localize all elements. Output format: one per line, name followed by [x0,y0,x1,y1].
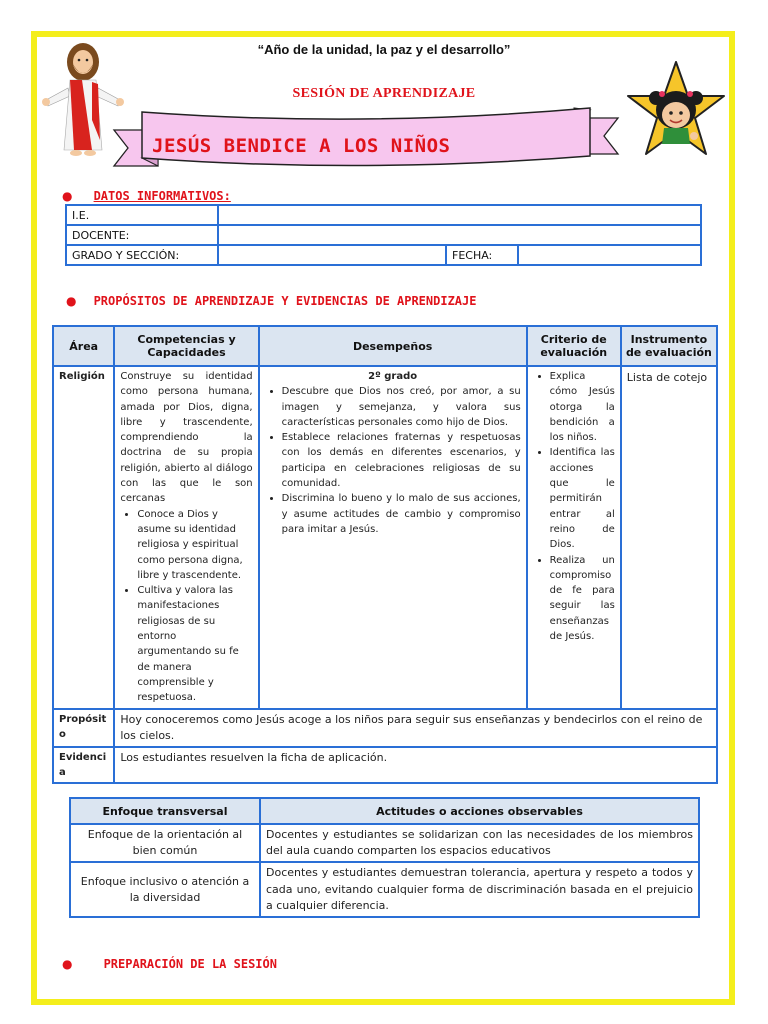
list-item: • Realiza un compromiso de fe para seguir las enseñanzas de Jesús. [550,553,615,645]
enfoque-cell: Enfoque de la orientación al bien común [70,824,260,862]
girl-star-illustration [624,58,728,162]
actitud-cell: Docentes y estudiantes se solidarizan con las necesidades de los miembros del aula cuando comparten los espacios educativos [260,824,699,862]
grado-label: GRADO Y SECCIÓN: [66,245,218,265]
docente-label: DOCENTE: [66,225,218,245]
session-title: JESÚS BENDICE A LOS NIÑOS [152,135,451,157]
motto: “Año de la unidad, la paz y el desarrollo” [257,42,511,57]
table-row [70,824,699,862]
header-competencias: Competencias y Capacidades [114,326,258,366]
list-item: • Explica cómo Jesús otorga la bendición a los niños. [550,369,615,445]
learning-table [52,325,718,784]
section-preparacion [62,953,277,972]
datos-table [65,204,702,266]
header-area: Área [53,326,114,366]
proposito-label: Propósito [53,709,114,747]
header-criterio: Criterio de evaluación [527,326,621,366]
capacidades-list [120,507,252,706]
list-item: • Discrimina lo bueno y lo malo de sus acciones, y asume actitudes de cambio y compromiso para imitar a Jesús. [282,491,521,537]
grade-label: 2º grado [368,371,418,382]
section-propositos [66,290,476,309]
competencia-intro: Construye su identidad como persona humana, amada por Dios, digna, libre y trascendente, comprendiendo la doctrina de su propia religión, abierto al diálogo con las que le son cercanas [120,371,253,505]
area-cell: Religión [53,366,114,709]
list-item: • Establece relaciones fraternas y respetuosas con los demás en diferentes escenarios, y participa en celebraciones religiosas de su comunidad. [282,430,521,491]
section-preparacion-title: PREPARACIÓN DE LA SESIÓN [103,957,277,971]
header-enfoque: Enfoque transversal [70,798,260,824]
bullet-icon: ● [62,957,73,971]
grado-field[interactable] [218,245,446,265]
actitud-cell: Docentes y estudiantes demuestran tolerancia, apertura y respeto a todos y cada uno, evitando cualquier forma de discriminación basada en el prejuicio a cualquier diferencia. [260,862,699,917]
criterios-list [533,369,615,644]
desempenos-list [265,384,521,537]
desempenos-cell [259,366,527,709]
header-instrumento: Instrumento de evaluación [621,326,717,366]
fecha-field[interactable] [518,245,701,265]
table-row [70,862,699,917]
ie-label: I.E. [66,205,218,225]
bullet-icon: ● [66,294,77,308]
list-item: • Descubre que Dios nos creó, por amor, a su imagen y semejanza, y valora sus características personales como hijo de Dios. [282,384,521,430]
evidencia-text: Los estudiantes resuelven la ficha de aplicación. [114,747,717,784]
enfoque-cell: Enfoque inclusivo o atención a la diversidad [70,862,260,917]
proposito-text: Hoy conoceremos como Jesús acoge a los niños para seguir sus enseñanzas y bendecirlos con el reino de los cielos. [114,709,717,747]
instrumento-cell: Lista de cotejo [621,366,717,709]
competencias-cell [114,366,258,709]
enfoque-table [69,797,700,918]
header-desempenos: Desempeños [259,326,527,366]
docente-field[interactable] [218,225,701,245]
header-actitudes: Actitudes o acciones observables [260,798,699,824]
section-datos [62,185,231,204]
evidencia-label: Evidencia [53,747,114,784]
list-item: • Conoce a Dios y asume su identidad religiosa y espiritual como persona digna, libre y trascendente. [137,507,252,583]
list-item: • Cultiva y valora las manifestaciones religiosas de su entorno argumentando su fe de manera comprensible y respetuosa. [137,583,252,705]
fecha-label: FECHA: [446,245,518,265]
list-item: • Identifica las acciones que le permitirán entrar al reino de Dios. [550,445,615,552]
bullet-icon: ● [62,189,73,203]
section-datos-title: DATOS INFORMATIVOS: [93,189,231,203]
ie-field[interactable] [218,205,701,225]
session-label: SESIÓN DE APRENDIZAJE [292,86,476,101]
criterio-cell [527,366,621,709]
section-propositos-title: PROPÓSITOS DE APRENDIZAJE Y EVIDENCIAS DE APRENDIZAJE [93,294,477,308]
